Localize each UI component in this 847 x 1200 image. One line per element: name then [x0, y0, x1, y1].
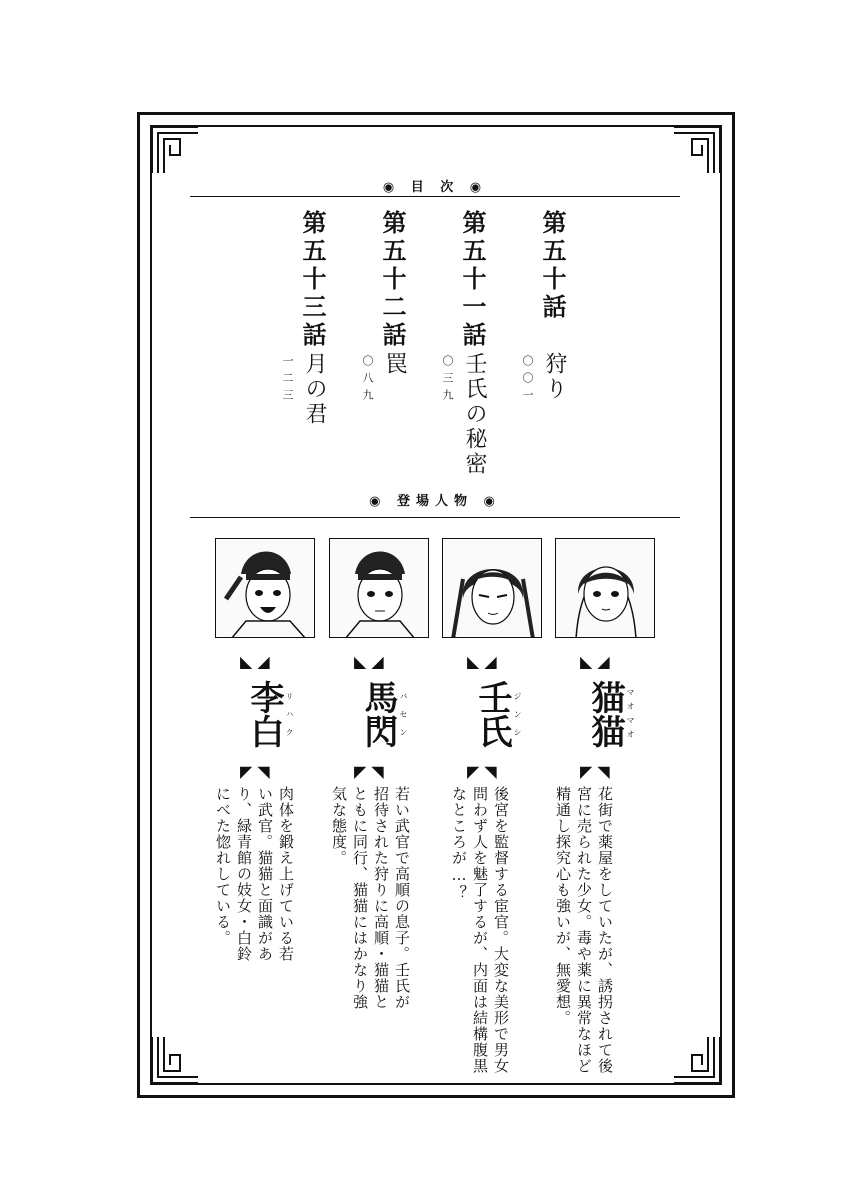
chapter-number: 第五十話 — [538, 210, 566, 322]
character-name: 壬氏 — [472, 680, 512, 748]
character-name: 李白 — [244, 680, 284, 748]
characters-rule — [190, 517, 680, 518]
name-bracket-top: ◣ ◢ — [354, 652, 384, 671]
portrait-jinshi — [442, 538, 542, 638]
name-bracket-bottom: ◤ ◥ — [580, 762, 610, 781]
name-bracket-top: ◣ ◢ — [580, 652, 610, 671]
chapter-page: 一二三 — [281, 355, 294, 406]
portrait-maomao — [555, 538, 655, 638]
name-bracket-bottom: ◤ ◥ — [354, 762, 384, 781]
corner-ornament-top-left — [150, 125, 200, 175]
character-description: 肉体を鍛え上げている若い武官。猫猫と面識があり、緑青館の妓女・白鈴にべた惚れしている。 — [214, 786, 295, 962]
name-bracket-bottom: ◤ ◥ — [240, 762, 270, 781]
chapter-page: 〇三九 — [441, 355, 454, 406]
name-bracket-bottom: ◤ ◥ — [467, 762, 497, 781]
character-description: 若い武官で高順の息子。壬氏が招待された狩りに高順・猫猫とともに同行、猫猫にはかなり強気な態度。 — [330, 786, 411, 1010]
name-bracket-top: ◣ ◢ — [240, 652, 270, 671]
characters-heading: ◉ 登場人物 ◉ — [369, 494, 501, 509]
chapter-title: 月の君 — [302, 352, 327, 427]
corner-ornament-bottom-right — [672, 1035, 722, 1085]
chapter-title: 壬氏の秘密 — [462, 352, 487, 477]
character-reading: マオマオ — [626, 688, 635, 744]
chapter-number: 第五十二話 — [378, 210, 406, 350]
portrait-rihaku — [215, 538, 315, 638]
chapter-title: 罠 — [382, 352, 407, 377]
character-description: 花街で薬屋をしていたが、誘拐されて後宮に売られた少女。毒や薬に異常なほど精通し探究心も強いが、無愛想。 — [554, 786, 614, 1074]
toc-heading: ◉ 目 次 ◉ — [382, 180, 488, 195]
chapter-title: 狩り — [542, 352, 567, 402]
character-name: 猫猫 — [585, 680, 625, 748]
character-name: 馬閃 — [358, 680, 398, 748]
chapter-page: 〇八九 — [361, 355, 374, 406]
character-reading: ジンシ — [513, 692, 522, 746]
toc-rule — [190, 196, 680, 197]
name-bracket-top: ◣ ◢ — [467, 652, 497, 671]
character-description: 後宮を監督する宦官。大変な美形で男女問わず人を魅了するが、内面は結構腹黒なところが…？ — [450, 786, 510, 1074]
character-reading: リハク — [285, 692, 294, 746]
character-reading: バセン — [399, 692, 408, 746]
corner-ornament-bottom-left — [150, 1035, 200, 1085]
chapter-number: 第五十一話 — [458, 210, 486, 350]
chapter-page: 〇〇一 — [521, 355, 534, 406]
chapter-number: 第五十三話 — [298, 210, 326, 350]
corner-ornament-top-right — [672, 125, 722, 175]
portrait-basen — [329, 538, 429, 638]
